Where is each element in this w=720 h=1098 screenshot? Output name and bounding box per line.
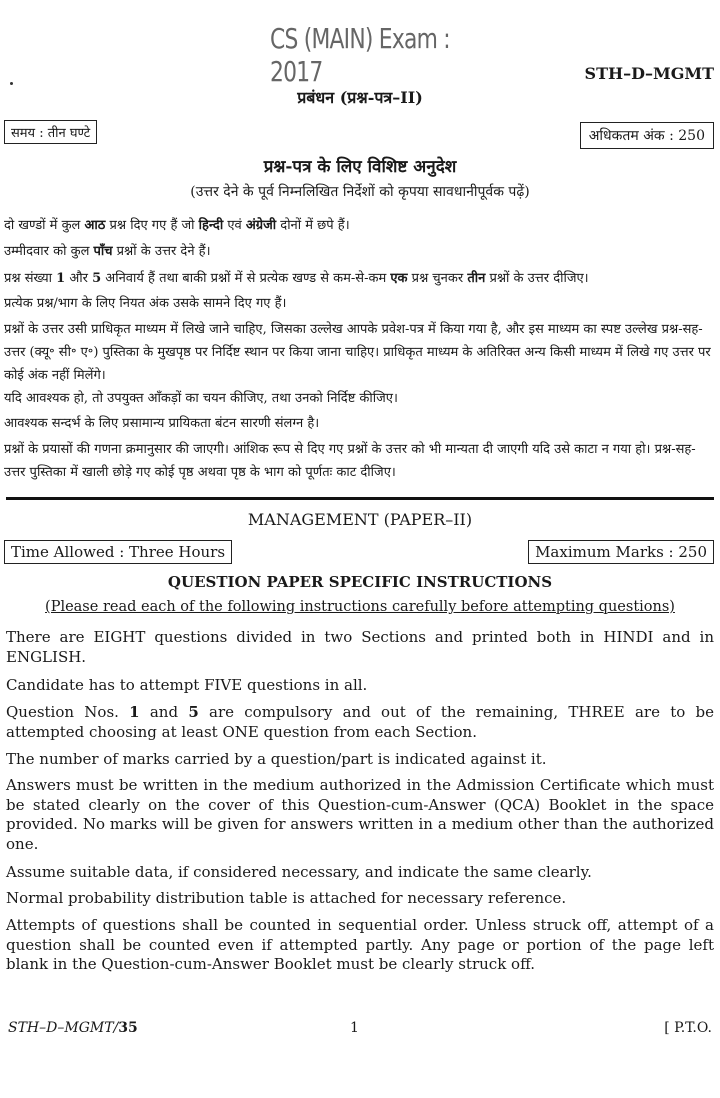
english-instruction-6: Assume suitable data, if considered necessary, and indicate the same clearly.: [6, 863, 592, 881]
time-allowed-box: Time Allowed : Three Hours: [4, 540, 232, 564]
english-instructions-heading: QUESTION PAPER SPECIFIC INSTRUCTIONS: [167, 573, 553, 591]
page-number: 1: [350, 1020, 359, 1036]
english-instruction-1: There are EIGHT questions divided in two Sections and printed both in HINDI and in ENGLISH.: [6, 628, 714, 666]
english-instruction-2: Candidate has to attempt FIVE questions in all.: [6, 676, 368, 694]
english-instruction-8: Attempts of questions shall be counted in sequential order. Unless struck off, attempt of a question shall be counted even if attempted partly. Any page or portion of the page left blank in the Question-cum-Answer Booklet must be clearly struck off.: [6, 916, 714, 973]
section-divider: [6, 497, 714, 500]
hindi-instruction-6: यदि आवश्यक हो, तो उपयुक्त आँकड़ों का चयन कीजिए, तथा उनको निर्दिष्ट कीजिए।: [4, 391, 398, 406]
hindi-instruction-7: आवश्यक सन्दर्भ के लिए प्रसामान्य प्रायिकता बंटन सारणी संलग्न है।: [4, 416, 320, 431]
maximum-marks-box: Maximum Marks : 250: [528, 540, 714, 564]
english-instruction-5: Answers must be written in the medium authorized in the Admission Certificate which must be stated clearly on the cover of this Question-cum-Answer (QCA) Booklet in the space provided. No marks will be given for answers written in a medium other than the authorized one.: [6, 776, 714, 853]
pto-label: [ P.T.O.: [664, 1020, 712, 1036]
hindi-instruction-3: प्रश्न संख्या 1 और 5 अनिवार्य हैं तथा बाकी प्रश्नों में से प्रत्येक खण्ड से कम-से-कम एक प्रश्न चुनकर तीन प्रश्नों के उत्तर दीजिए।: [4, 271, 589, 286]
stray-mark: [10, 82, 13, 85]
english-instruction-4: The number of marks carried by a question/part is indicated against it.: [6, 750, 547, 768]
paper-code: STH–D–MGMT: [584, 64, 714, 83]
footer-paper-code: STH–D–MGMT/35: [8, 1020, 138, 1036]
hindi-instruction-1: दो खण्डों में कुल आठ प्रश्न दिए गए हैं जो हिन्दी एवं अंग्रेजी दोनों में छपे हैं।: [4, 218, 350, 233]
hindi-instructions-heading: प्रश्न-पत्र के लिए विशिष्ट अनुदेश: [263, 157, 457, 177]
hindi-instructions-subheading: (उत्तर देने के पूर्व निम्नलिखित निर्देशों को कृपया सावधानीपूर्वक पढ़ें): [190, 184, 530, 200]
hindi-instruction-2: उम्मीदवार को कुल पाँच प्रश्नों के उत्तर देने हैं।: [4, 244, 211, 259]
english-subject-title: MANAGEMENT (PAPER–II): [247, 510, 473, 529]
hindi-subject-title: प्रबंधन (प्रश्न-पत्र–II): [297, 88, 423, 107]
hindi-marks-box: अधिकतम अंक : 250: [580, 122, 714, 149]
hindi-time-box: समय : तीन घण्टे: [4, 120, 97, 144]
hindi-instruction-8: प्रश्नों के प्रयासों की गणना क्रमानुसार की जाएगी। आंशिक रूप से दिए गए प्रश्नों के उत्तर को भी मान्यता दी जाएगी यदि उसे काटा न गया हो। प्रश्न-सह-उत्तर पुस्तिका में खाली छोड़े गए कोई पृष्ठ अथवा पृष्ठ के भाग को पूर्णतः काट दीजिए।: [4, 442, 696, 480]
exam-stamp: CS (MAIN) Exam : 2017: [270, 22, 450, 88]
english-instruction-3: Question Nos. 1 and 5 are compulsory and out of the remaining, THREE are to be attempted choosing at least ONE question from each Section.: [6, 703, 714, 741]
english-instructions-subheading: (Please read each of the following instructions carefully before attempting questions): [45, 599, 675, 615]
english-instruction-7: Normal probability distribution table is attached for necessary reference.: [6, 889, 567, 907]
hindi-instruction-5: प्रश्नों के उत्तर उसी प्राधिकृत माध्यम में लिखे जाने चाहिए, जिसका उल्लेख आपके प्रवेश-पत्र में किया गया है, और इस माध्यम का स्पष्ट उल्लेख प्रश्न-सह-उत्तर (क्यू॰ सी॰ ए॰) पुस्तिका के मुखपृष्ठ पर निर्दिष्ट स्थान पर किया जाना चाहिए। प्राधिकृत माध्यम के अतिरिक्त अन्य किसी माध्यम में लिखे गए उत्तर पर कोई अंक नहीं मिलेंगे।: [4, 322, 711, 383]
hindi-instruction-4: प्रत्येक प्रश्न/भाग के लिए नियत अंक उसके सामने दिए गए हैं।: [4, 296, 287, 311]
